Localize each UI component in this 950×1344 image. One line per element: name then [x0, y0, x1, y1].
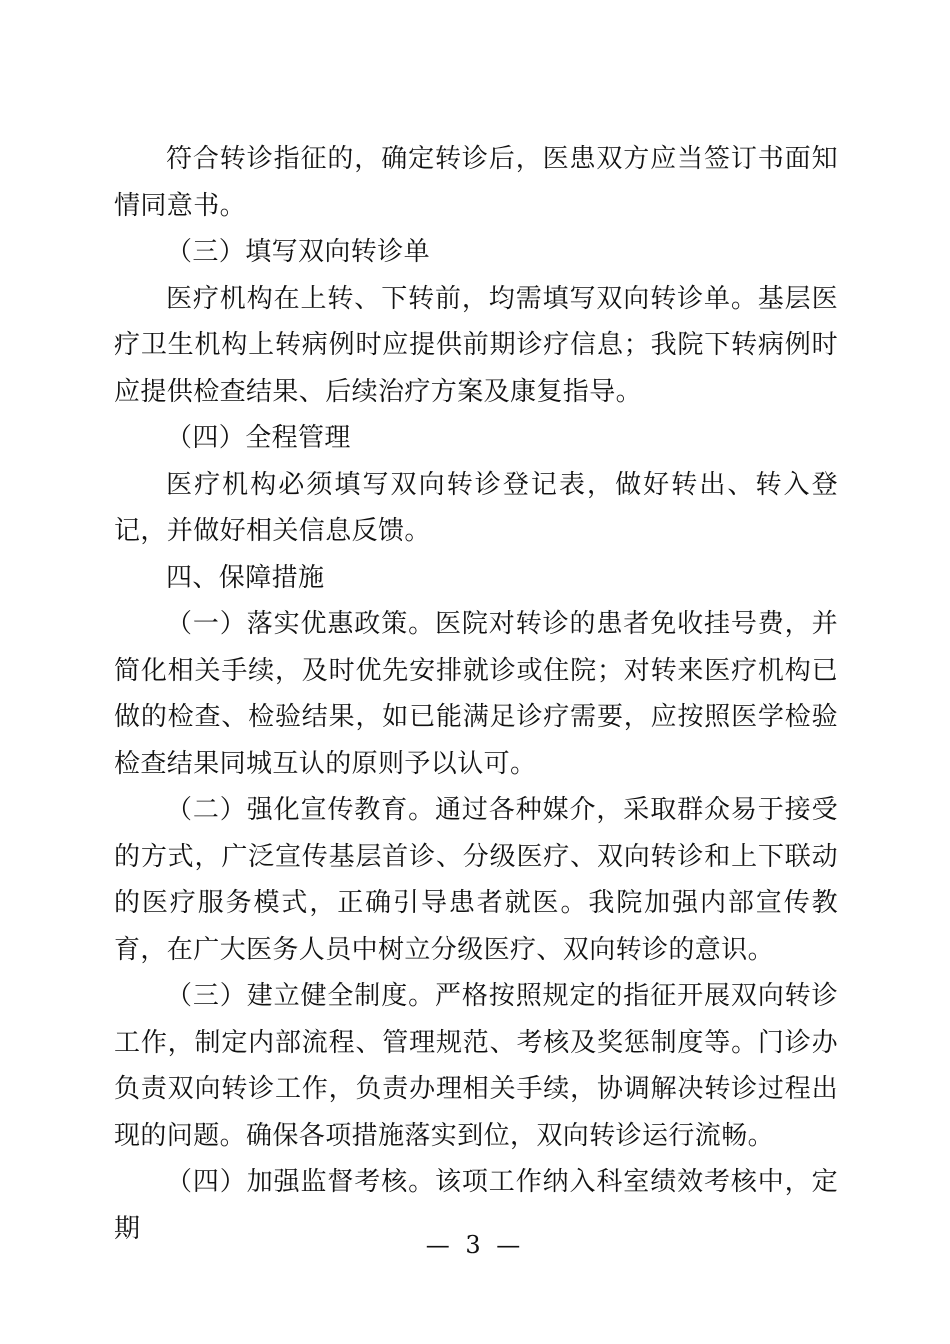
heading-fill-referral-form: （三）填写双向转诊单 [166, 237, 431, 267]
paragraph-registration: 医疗机构必须填写双向转诊登记表，做好转出、转入登记，并做好相关信息反馈。 [114, 469, 838, 546]
page-number: — 3 — [425, 1231, 525, 1259]
paragraph-referral-form: 医疗机构在上转、下转前，均需填写双向转诊单。基层医疗卫生机构上转病例时应提供前期诊疗信息；我院下转病例时应提供检查结果、后续治疗方案及康复指导。 [114, 283, 838, 407]
paragraph-consent: 符合转诊指征的，确定转诊后，医患双方应当签订书面知情同意书。 [114, 144, 838, 221]
paragraph-preferential-policy: （一）落实优惠政策。医院对转诊的患者免收挂号费，并简化相关手续，及时优先安排就诊或住院；对转来医疗机构已做的检查、检验结果，如已能满足诊疗需要，应按照医学检验检查结果同城互认的原则予以认可。 [114, 609, 838, 779]
paragraph-publicity-education: （二）强化宣传教育。通过各种媒介，采取群众易于接受的方式，广泛宣传基层首诊、分级医疗、双向转诊和上下联动的医疗服务模式，正确引导患者就医。我院加强内部宣传教育，在广大医务人员中树立分级医疗、双向转诊的意识。 [114, 795, 838, 965]
paragraph-system-building: （三）建立健全制度。严格按照规定的指征开展双向转诊工作，制定内部流程、管理规范、考核及奖惩制度等。门诊办负责双向转诊工作，负责办理相关手续，协调解决转诊过程出现的问题。确保各项措施落实到位，双向转诊运行流畅。 [114, 981, 838, 1151]
paragraph-supervision: （四）加强监督考核。该项工作纳入科室绩效考核中，定期 [114, 1167, 838, 1244]
heading-full-process-management: （四）全程管理 [166, 423, 351, 453]
heading-safeguard-measures: 四、保障措施 [166, 562, 325, 593]
document-body [114, 136, 838, 1252]
